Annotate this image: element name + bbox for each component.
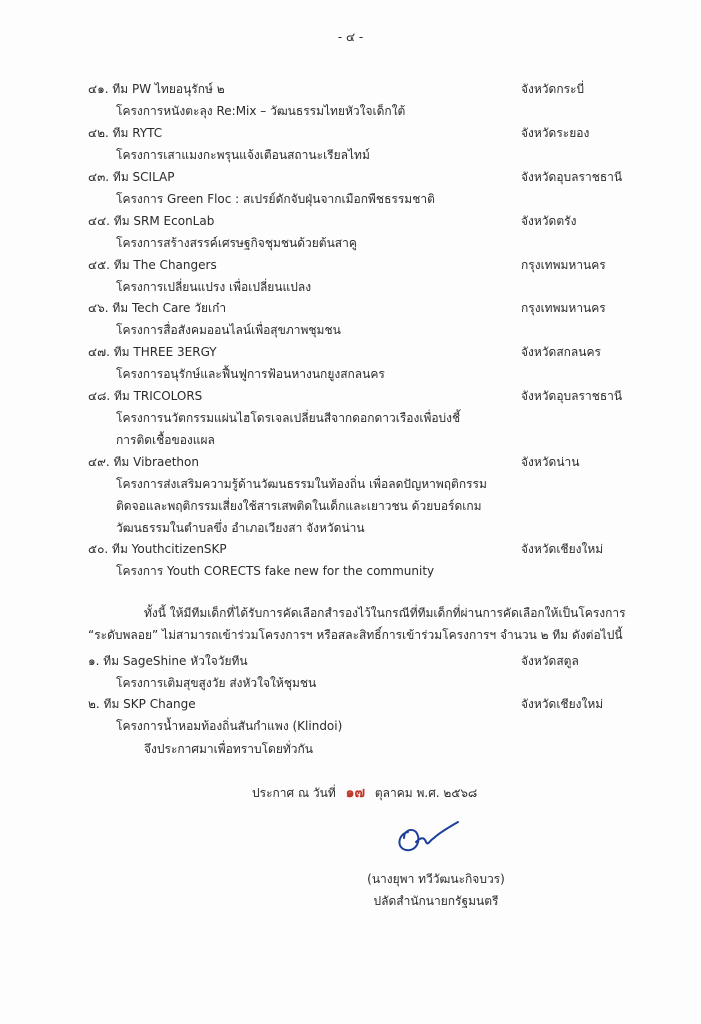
team-province: จังหวัดเชียงใหม่ bbox=[521, 697, 604, 711]
handwritten-signature bbox=[394, 812, 464, 858]
team-project: โครงการน้ำหอมท้องถิ่นสันกำแพง (Klindoi) bbox=[116, 719, 343, 733]
team-label: ๔๕. ทีม The Changers bbox=[88, 258, 217, 272]
team-project: โครงการอนุรักษ์และฟื้นฟูการฟ้อนหางนกยูงสกลนคร bbox=[116, 367, 385, 381]
team-project: โครงการเปลี่ยนแปรง เพื่อเปลี่ยนแปลง bbox=[116, 280, 312, 294]
team-label: ๔๖. ทีม Tech Care วัยเก๋า bbox=[88, 301, 227, 315]
team-label: ๔๔. ทีม SRM EconLab bbox=[88, 214, 215, 228]
team-project: โครงการ Green Floc : สเปรย์ดักจับฝุ่นจากเมือกพืชธรรมชาติ bbox=[116, 192, 435, 206]
team-project: โครงการหนังตะลุง Re:Mix – วัฒนธรรมไทยหัวใจเด็กใต้ bbox=[116, 104, 406, 118]
team-label: ๔๓. ทีม SCILAP bbox=[88, 170, 175, 184]
team-label: ๔๑. ทีม PW ไทยอนุรักษ์ ๒ bbox=[88, 82, 225, 96]
team-project: โครงการสร้างสรรค์เศรษฐกิจชุมชนด้วยต้นสาคู bbox=[116, 236, 357, 250]
note-paragraph-line-1: ทั้งนี้ ให้มีทีมเด็กที่ได้รับการคัดเลือกสำรองไว้ในกรณีที่ทีมเด็กที่ผ่านการคัดเลือกให้เป็นโครงการ bbox=[144, 606, 626, 620]
team-province: จังหวัดอุบลราชธานี bbox=[521, 170, 623, 184]
team-label: ๕๐. ทีม YouthcitizenSKP bbox=[88, 542, 227, 556]
team-province: จังหวัดน่าน bbox=[521, 455, 580, 469]
team-label: ๔๙. ทีม Vibraethon bbox=[88, 455, 199, 469]
date-suffix: ตุลาคม พ.ศ. ๒๕๖๘ bbox=[374, 786, 478, 800]
team-project: โครงการ Youth CORECTS fake new for the community bbox=[116, 564, 435, 578]
team-project: ติดจอและพฤติกรรมเสี่ยงใช้สารเสพติดในเด็กและเยาวชน ด้วยบอร์ดเกม bbox=[116, 499, 482, 513]
signer-position: ปลัดสำนักนายกรัฐมนตรี bbox=[373, 894, 499, 908]
team-label: ๔๘. ทีม TRICOLORS bbox=[88, 389, 203, 403]
team-label: ๔๗. ทีม THREE 3ERGY bbox=[88, 345, 217, 359]
team-province: จังหวัดระยอง bbox=[521, 126, 590, 140]
team-label: ๒. ทีม SKP Change bbox=[88, 697, 196, 711]
team-province: จังหวัดสกลนคร bbox=[521, 345, 601, 359]
team-province: จังหวัดอุบลราชธานี bbox=[521, 389, 623, 403]
team-project: การติดเชื้อของแผล bbox=[116, 433, 215, 447]
team-province: จังหวัดกระบี่ bbox=[521, 82, 585, 96]
note-paragraph-line-2: “ระดับพลอย” ไม่สามารถเข้าร่วมโครงการฯ หรือสละสิทธิ์การเข้าร่วมโครงการฯ จำนวน ๒ ทีม ดังต่อไปนี้ bbox=[88, 628, 623, 642]
team-project: โครงการนวัตกรรมแผ่นไฮโดรเจลเปลี่ยนสีจากดอกดาวเรืองเพื่อบ่งชี้ bbox=[116, 411, 461, 425]
team-province: กรุงเทพมหานคร bbox=[521, 301, 606, 315]
signer-name: (นางยุพา ทวีวัฒนะกิจบวร) bbox=[367, 872, 505, 886]
team-project: วัฒนธรรมในตำบลขึ่ง อำเภอเวียงสา จังหวัดน่าน bbox=[116, 521, 365, 535]
date-line bbox=[252, 782, 477, 804]
team-province: กรุงเทพมหานคร bbox=[521, 258, 606, 272]
date-prefix: ประกาศ ณ วันที่ bbox=[252, 786, 336, 800]
team-project: โครงการส่งเสริมความรู้ด้านวัฒนธรรมในท้องถิ่น เพื่อลดปัญหาพฤติกรรม bbox=[116, 477, 487, 491]
page-number: - ๔ - bbox=[337, 30, 364, 44]
team-project: โครงการเติมสุขสูงวัย ส่งหัวใจให้ชุมชน bbox=[116, 676, 317, 690]
date-day: ๑๗ bbox=[345, 785, 365, 801]
team-province: จังหวัดตรัง bbox=[521, 214, 577, 228]
team-label: ๔๒. ทีม RYTC bbox=[88, 126, 163, 140]
announce-text: จึงประกาศมาเพื่อทราบโดยทั่วกัน bbox=[144, 742, 313, 756]
team-project: โครงการเสาแมงกะพรุนแจ้งเตือนสถานะเรียลไทม์ bbox=[116, 148, 370, 162]
team-label: ๑. ทีม SageShine หัวใจวัยทีน bbox=[88, 654, 248, 668]
team-province: จังหวัดเชียงใหม่ bbox=[521, 542, 604, 556]
team-province: จังหวัดสตูล bbox=[521, 654, 579, 668]
team-project: โครงการสื่อสังคมออนไลน์เพื่อสุขภาพชุมชน bbox=[116, 323, 341, 337]
